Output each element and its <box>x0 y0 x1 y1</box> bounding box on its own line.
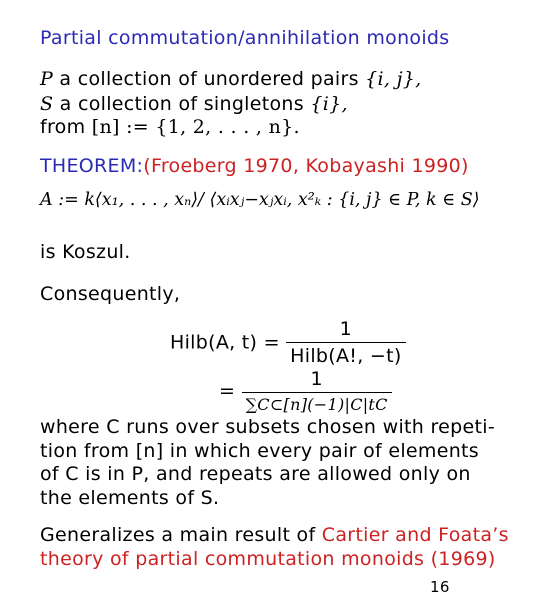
theorem-heading <box>40 155 469 177</box>
consequently-label: Consequently, <box>40 283 181 305</box>
index-set: [n] := {1, 2, . . . , n}. <box>91 116 300 138</box>
var-p: P <box>40 68 54 90</box>
theorem-conclusion: is Koszul. <box>40 241 131 263</box>
hilb-eq-sign: = <box>219 380 236 402</box>
page-number: 16 <box>430 578 450 596</box>
theorem-citation: (Froeberg 1970, Kobayashi 1990) <box>143 155 469 177</box>
singleton-set: {i}, <box>310 93 348 115</box>
pair-set: {i, j}, <box>365 68 422 90</box>
where-line-4: the elements of S. <box>40 486 220 509</box>
intro-text-3: from <box>40 116 92 138</box>
hilb-equation-2 <box>219 368 392 414</box>
generalizes-line-1 <box>40 523 509 547</box>
generalizes-paragraph <box>40 523 509 571</box>
theorem-formula: A := k⟨x₁, . . . , xₙ⟩/ ⟨xᵢxⱼ−xⱼxᵢ, x²ₖ : {i, j} ∈ P, k ∈ S⟩ <box>40 190 480 210</box>
partial-commutation-ref: theory of partial commutation monoids (1969) <box>40 548 496 570</box>
intro-text-1: a collection of unordered pairs <box>53 68 366 90</box>
hilb-fraction-1 <box>286 318 405 367</box>
fraction-1-numerator: 1 <box>339 318 353 340</box>
var-s: S <box>40 93 54 115</box>
theorem-label: THEOREM: <box>40 155 144 177</box>
fraction-1-denominator: Hilb(A!, −t) <box>290 345 402 367</box>
slide-title: Partial commutation/annihilation monoids <box>40 27 450 49</box>
where-line-3: of C is in P, and repeats are allowed only on <box>40 463 471 485</box>
generalizes-prefix: Generalizes a main result of <box>40 524 322 546</box>
where-paragraph <box>40 416 495 510</box>
fraction-2-numerator: 1 <box>310 368 323 390</box>
hilb-fraction-2 <box>242 368 392 414</box>
intro-text-2: a collection of singletons <box>53 93 311 115</box>
fraction-2-denominator: ∑C⊂[n](−1)|C|tC <box>245 395 388 414</box>
hilb-lhs: Hilb(A, t) = <box>170 331 280 354</box>
cartier-foata-ref: Cartier and Foata’s <box>321 524 509 546</box>
where-line-2: tion from [n] in which every pair of elements <box>40 439 479 462</box>
hilb-equation-1 <box>170 318 406 367</box>
intro-line-3 <box>40 114 300 141</box>
intro-line-1 <box>40 66 422 93</box>
where-line-1: where C runs over subsets chosen with repeti- <box>40 416 495 438</box>
